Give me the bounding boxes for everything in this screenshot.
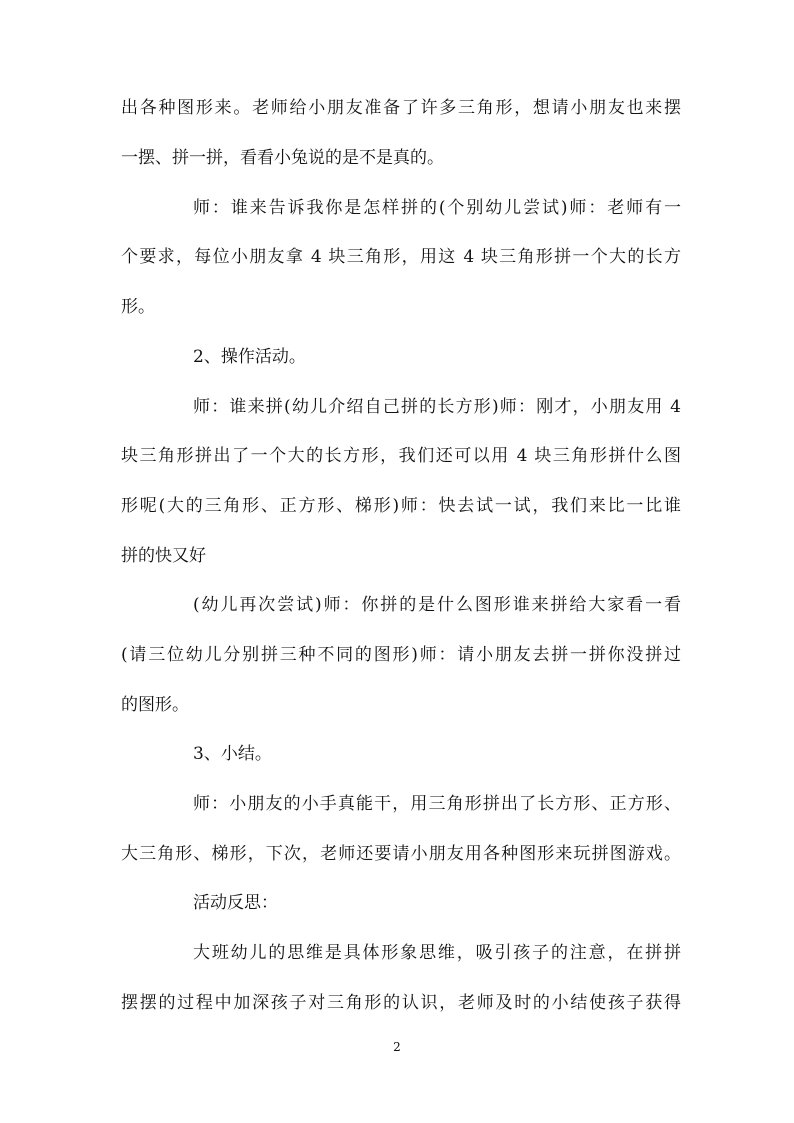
text-line-15: 师：小朋友的小手真能干，用三角形拼出了长方形、正方形、	[193, 794, 681, 814]
text-line-13: 的图形。	[121, 695, 189, 715]
section-heading-2: 2、操作活动。	[193, 347, 306, 367]
text-line-5: 形。	[121, 297, 155, 317]
text-line-11: (幼儿再次尝试)师：你拼的是什么图形谁来拼给大家看一看	[193, 595, 681, 615]
section-heading-reflection: 活动反思：	[193, 893, 278, 913]
text-line-3: 师：谁来告诉我你是怎样拼的(个别幼儿尝试)师：老师有一	[193, 198, 681, 218]
text-line-16: 大三角形、梯形，下次，老师还要请小朋友用各种图形来玩拼图游戏。	[121, 844, 681, 864]
text-line-8: 块三角形拼出了一个大的长方形，我们还可以用 4 块三角形拼什么图	[121, 446, 681, 466]
text-line-19: 摆摆的过程中加深孩子对三角形的认识，老师及时的小结使孩子获得	[121, 993, 681, 1013]
text-line-12: (请三位幼儿分别拼三种不同的图形)师：请小朋友去拼一拼你没拼过	[121, 645, 681, 665]
page-number: 2	[393, 1040, 401, 1054]
text-line-2: 一摆、拼一拼，看看小兔说的是不是真的。	[121, 148, 444, 168]
text-line-1: 出各种图形来。老师给小朋友准备了许多三角形，想请小朋友也来摆	[121, 98, 681, 118]
text-line-18: 大班幼儿的思维是具体形象思维，吸引孩子的注意，在拼拼	[193, 943, 681, 963]
text-line-4: 个要求，每位小朋友拿 4 块三角形，用这 4 块三角形拼一个大的长方	[121, 247, 681, 267]
text-line-10: 拼的快又好	[121, 546, 206, 566]
text-line-7: 师：谁来拼(幼儿介绍自己拼的长方形)师：刚才，小朋友用 4	[193, 397, 681, 417]
text-line-9: 形呢(大的三角形、正方形、梯形)师：快去试一试，我们来比一比谁	[121, 496, 681, 516]
section-heading-3: 3、小结。	[193, 744, 272, 764]
